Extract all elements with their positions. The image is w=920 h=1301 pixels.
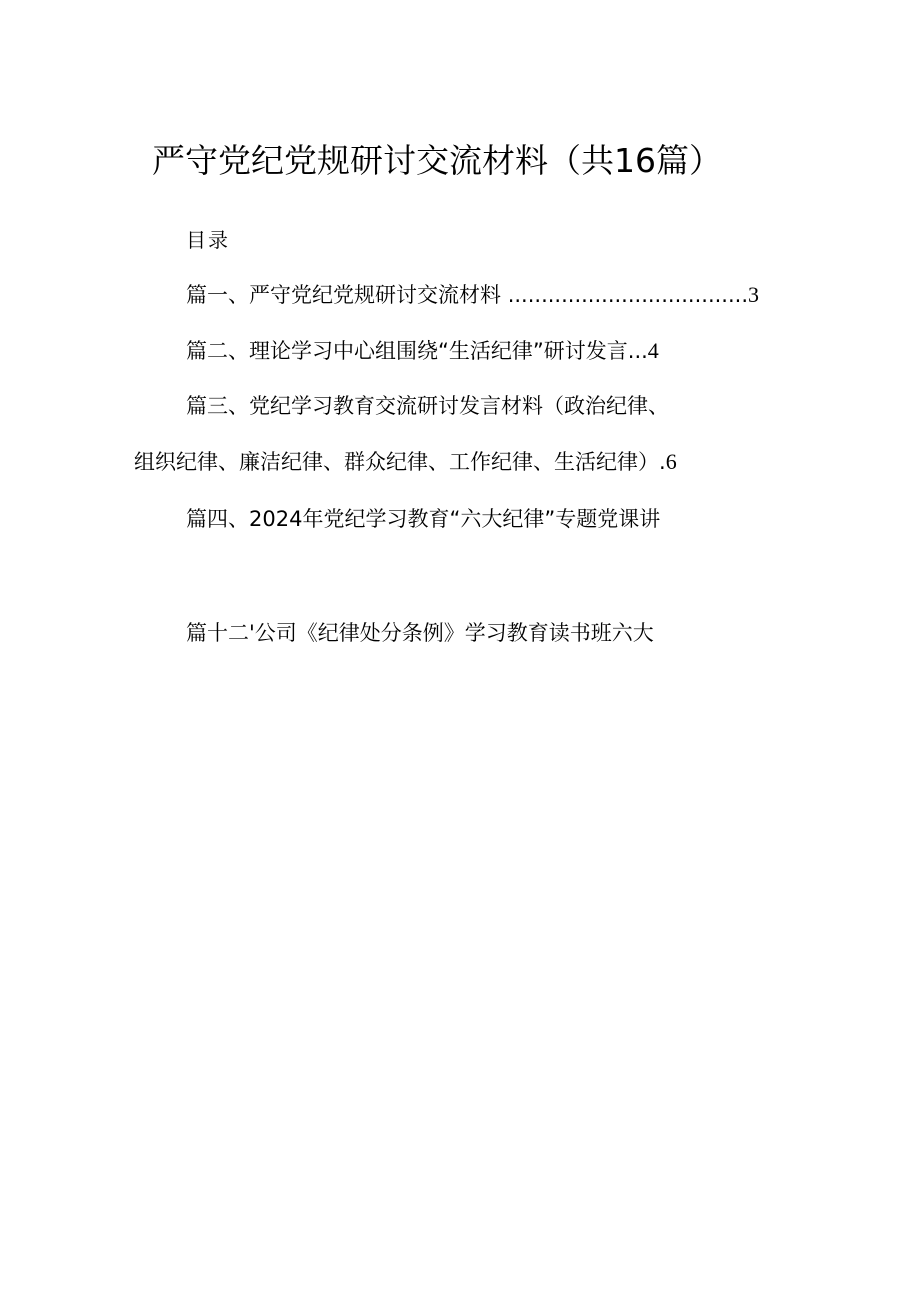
toc-entry-text: 篇二、理论学习中心组围绕“生活纪律”研讨发言 (186, 339, 628, 363)
toc-entry-text: 篇四、2024年党纪学习教育“六大纪律”专题党课讲 (186, 507, 661, 531)
toc-entry[interactable] (186, 336, 659, 366)
toc-entry[interactable] (186, 618, 654, 648)
toc-entry[interactable] (186, 504, 660, 534)
toc-heading: 目录 (186, 228, 230, 252)
toc-entry-text: 组织纪律、廉洁纪律、群众纪律、工作纪律、生活纪律） (134, 450, 659, 474)
toc-entry-text: 篇十二'公司《纪律处分条例》学习教育读书班六大 (186, 621, 654, 645)
toc-entry-leader: ... (627, 339, 648, 363)
toc-entry[interactable] (186, 280, 759, 310)
toc-entry-page: 6 (665, 449, 677, 474)
toc-entry-leader: .................................... (507, 283, 748, 307)
toc-entry-leader: . (659, 450, 666, 474)
toc-entry-page: 4 (647, 338, 659, 363)
toc-entry-continuation[interactable] (134, 447, 677, 477)
toc-entry[interactable] (186, 391, 669, 421)
document-title: 严守党纪党规研讨交流材料（共16篇） (152, 141, 722, 180)
toc-entry-text: 篇三、党纪学习教育交流研讨发言材料（政治纪律、 (186, 394, 669, 418)
toc-entry-text: 篇一、严守党纪党规研讨交流材料 (186, 283, 508, 307)
toc-entry-page: 3 (748, 282, 759, 307)
